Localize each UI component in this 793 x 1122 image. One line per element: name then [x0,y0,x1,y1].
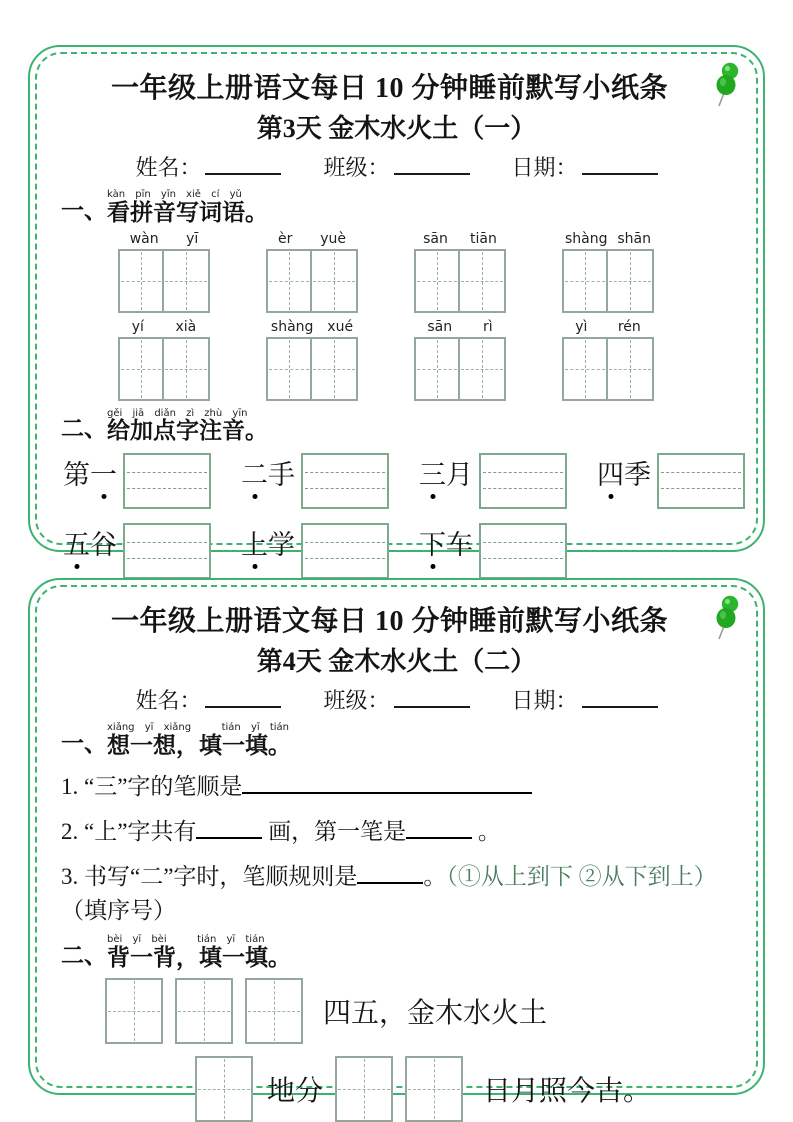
question-text: “三”字的笔顺是 [84,773,243,799]
student-info-row [61,151,732,182]
pinyin-syllable: yī [186,230,199,247]
tian-grid-cell [312,251,356,311]
page-title: 一年级上册语文每日 10 分钟睡前默写小纸条 [110,606,668,637]
question-text: 书写“二”字时，笔顺规则是 [84,864,358,890]
day-subtitle: 第3天 金木水火土（一） [256,114,537,143]
section-number: 一、 [61,730,107,756]
annotate-word-row [63,523,732,579]
heading-pinyin: bèi yī bèi tián yī tián [107,934,265,946]
annotate-word-item [63,453,211,509]
class-label: 班级： [323,151,469,182]
tian-grid-box [118,249,210,313]
dotted-word [63,461,117,491]
pinyin-answer-box [479,453,567,509]
pinyin-grid-group [264,231,360,313]
annotate-word-item [241,523,389,579]
tian-grid-box [245,978,303,1044]
tian-grid-box [562,249,654,313]
date-label: 日期： [512,151,658,182]
annotate-words-area [61,453,732,579]
word-char: 上 [241,530,268,561]
dotted-word [241,531,295,561]
tian-grid-box [266,249,358,313]
tian-grid-cell [120,339,164,399]
annotate-word-item [63,523,211,579]
worksheet-card-day3 [28,45,765,561]
name-field-line [205,688,281,708]
tian-grid-box [118,337,210,401]
dotted-word [241,461,295,491]
section2-heading [61,935,732,970]
word-char: 季 [624,460,651,491]
rhyme-line [195,1056,732,1122]
heading-text: 背一背，填一填。 [107,944,291,970]
green-pushpin-icon [712,62,742,113]
pinyin-syllable: wàn [129,230,159,247]
annotate-word-item [597,453,745,509]
pinyin-syllable: sān [427,318,453,335]
rhyme-text: 日月照今古。 [483,1075,652,1107]
question-text: 。 [472,818,501,844]
tian-grid-cell [268,339,312,399]
dotted-word [597,461,651,491]
pinyin-write-grid [61,231,732,401]
tian-grid-cell [407,1058,461,1120]
section-number: 二、 [61,942,107,968]
answer-blank [242,774,532,794]
word-char: 学 [268,530,295,561]
dotted-word [419,461,473,491]
pinyin-syllable: shàng [270,318,314,335]
pinyin-answer-box [123,453,211,509]
card-inner-border [35,52,758,561]
student-info-row [61,684,732,715]
pinyin-label [412,319,508,335]
word-char: 一 [90,460,117,491]
pinyin-syllable: yí [131,318,144,335]
date-label: 日期： [512,684,658,715]
question-number: 3. [61,864,84,890]
word-char: 月 [446,460,473,491]
date-field-line [582,688,658,708]
worksheet-card-day4 [28,578,765,1107]
annotate-word-item [241,453,389,509]
pinyin-grid-group [116,231,212,313]
dotted-word [419,531,473,561]
answer-options-green: （①从上到下 ②从下到上） [446,864,717,890]
pinyin-answer-box [123,523,211,579]
pinyin-syllable: shàng [564,230,608,247]
tian-grid-box [105,978,163,1044]
answer-blank [357,864,423,884]
heading-pinyin: kàn pīn yīn xiě cí yǔ [107,189,242,200]
word-char: 四 [597,460,624,491]
word-char: 下 [419,530,446,561]
tian-grid-cell [337,1058,391,1120]
word-char: 五 [63,530,90,561]
pinyin-syllable: yuè [320,230,347,247]
tian-grid-cell [312,339,356,399]
word-char: 三 [419,460,446,491]
question-line [61,770,732,803]
pinyin-label [116,231,212,247]
pinyin-label [560,231,656,247]
tian-grid-box [266,337,358,401]
tian-grid-box [335,1056,393,1122]
green-pushpin-icon [712,595,742,646]
pinyin-grid-group [116,319,212,401]
date-field-line [582,155,658,175]
pinyin-answer-box [301,523,389,579]
heading-pinyin: xiǎng yī xiǎng tián yī tián [107,722,289,733]
tian-grid-cell [164,339,208,399]
card-inner-border [35,585,758,1107]
class-label: 班级： [323,684,469,715]
heading-text: 看拼音写词语。 [107,199,268,225]
pinyin-syllable: rì [482,318,493,335]
class-field-line [394,155,470,175]
rhyme-fill-area [61,978,732,1122]
name-label: 姓名： [135,684,281,715]
answer-blank [196,819,262,839]
pinyin-syllable: xué [327,318,354,335]
annotate-word-row [63,453,732,509]
section1-heading [61,723,732,758]
tian-grid-cell [120,251,164,311]
section1-heading [61,190,732,225]
question-text: 画，第一笔是 [262,818,407,844]
tian-grid-cell [564,339,608,399]
pinyin-syllable: xià [175,318,197,335]
pinyin-label [116,319,212,335]
class-field-line [394,688,470,708]
annotate-word-item [419,453,567,509]
rhyme-text: 地分 [267,1075,324,1107]
tian-grid-cell [177,980,231,1042]
pinyin-label [264,319,360,335]
word-char: 手 [268,460,295,491]
pinyin-syllable: shān [617,230,652,247]
pinyin-syllable: rén [617,318,641,335]
tian-grid-box [414,249,506,313]
question-line [61,815,732,848]
tian-grid-cell [608,339,652,399]
name-field-line [205,155,281,175]
word-char: 第 [63,460,90,491]
tian-grid-box [405,1056,463,1122]
section-number: 一、 [61,197,107,223]
tian-grid-cell [416,251,460,311]
tian-grid-cell [197,1058,251,1120]
word-char: 谷 [90,530,117,561]
rhyme-line [105,978,732,1044]
question-number: 2. [61,818,84,844]
dotted-word [63,531,117,561]
tian-grid-cell [164,251,208,311]
pinyin-grid-row [116,319,732,401]
pinyin-label [264,231,360,247]
pinyin-grid-group [412,319,508,401]
tian-grid-cell [247,980,301,1042]
heading-pinyin: gěi jiā diǎn zì zhù yīn [107,407,248,419]
pinyin-grid-row [116,231,732,313]
pinyin-label [412,231,508,247]
pinyin-answer-box [301,453,389,509]
page-title: 一年级上册语文每日 10 分钟睡前默写小纸条 [110,73,668,104]
tian-grid-box [175,978,233,1044]
tian-grid-cell [460,251,504,311]
question-number: 1. [61,773,84,799]
rhyme-text: 四五，金木水火土 [323,997,548,1029]
question-line [61,860,732,927]
questions-area [61,770,732,927]
annotate-word-item [419,523,567,579]
tian-grid-cell [608,251,652,311]
word-char: 二 [241,460,268,491]
tian-grid-cell [268,251,312,311]
name-label: 姓名： [135,151,281,182]
answer-blank [406,819,472,839]
pinyin-grid-group [560,319,656,401]
pinyin-answer-box [479,523,567,579]
word-char: 车 [446,530,473,561]
tian-grid-cell [564,251,608,311]
section-number: 二、 [61,416,107,442]
pinyin-answer-box [657,453,745,509]
pinyin-grid-group [264,319,360,401]
pinyin-syllable: sān [423,230,448,247]
tian-grid-cell [460,339,504,399]
pinyin-label [560,319,656,335]
heading-text: 给加点字注音。 [107,418,268,444]
tian-grid-box [195,1056,253,1122]
tian-grid-cell [107,980,161,1042]
pinyin-grid-group [412,231,508,313]
section2-heading [61,409,732,444]
pinyin-syllable: yì [575,318,588,335]
pinyin-grid-group [560,231,656,313]
tian-grid-box [414,337,506,401]
tian-grid-cell [416,339,460,399]
heading-text: 想一想，填一填。 [107,732,291,758]
day-subtitle: 第4天 金木水火土（二） [256,647,537,676]
pinyin-syllable: tiān [470,230,497,247]
tian-grid-box [562,337,654,401]
pinyin-syllable: èr [277,230,293,247]
question-text: 。 [423,864,447,890]
question-text: “上”字共有 [84,818,197,844]
question-text: （填序号） [61,897,176,923]
